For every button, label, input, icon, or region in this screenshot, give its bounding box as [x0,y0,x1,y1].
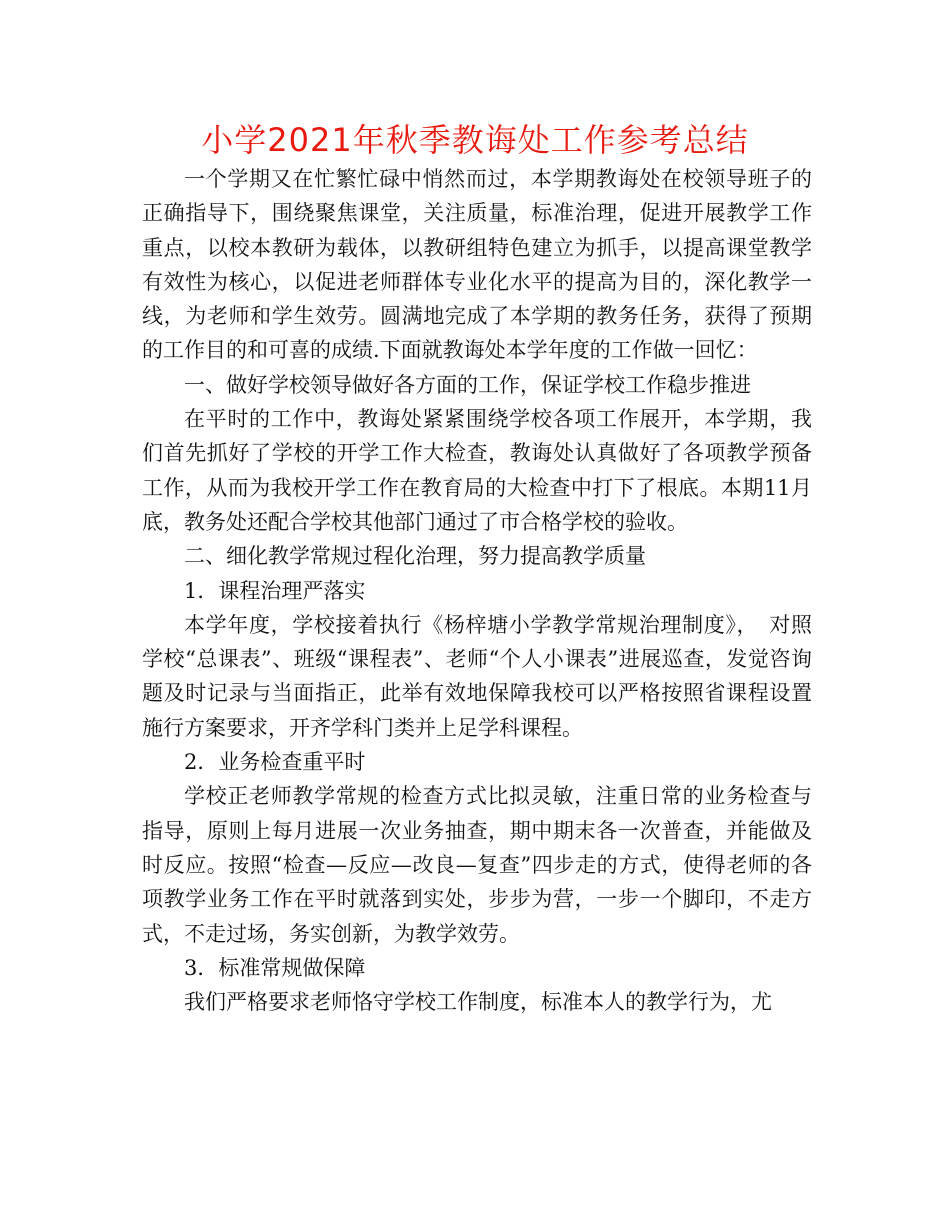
subsection-3-paragraph: 我们严格要求老师恪守学校工作制度，标准本人的教学行为，尤 [184,990,772,1015]
subheading-1: 1．课程治理严落实 [184,578,366,603]
intro-paragraph: 一个学期又在忙繁忙碌中悄然而过，本学期教诲处在校领导班子的正确指导下，围绕聚焦课堂，关注质量，标准治理，促进开展教学工作重点，以校本教研为载体，以教研组特色建立为抓手，以提高课堂教学有效性为核心，以促进老师群体专业化水平的提高为目的，深化教学一线，为老师和学生效劳。圆满地完成了本学期的教务任务，获得了预期的工作目的和可喜的成绩.下面就教诲处本学年度的工作做一回忆： [142,167,812,363]
section-heading-2: 二、细化教学常规过程化治理，努力提高教学质量 [184,544,646,569]
document-title: 小学2021年秋季教诲处工作参考总结 [201,121,749,159]
subheading-3: 3．标准常规做保障 [184,955,366,980]
document-body [142,162,812,1019]
subheading-2: 2．业务检查重平时 [184,750,366,775]
subsection-1-paragraph: 本学年度，学校接着执行《杨梓塘小学教学常规治理制度》， 对照学校“总课表”、班级“课程表”、老师“个人小课表”进展巡查，发觉咨询题及时记录与当面指正，此举有效地保障我校可以严格按照省课程设置施行方案要求，开齐学科门类并上足学科课程。 [142,612,812,740]
section-1-paragraph: 在平时的工作中，教诲处紧紧围绕学校各项工作展开，本学期，我们首先抓好了学校的开学工作大检查，教诲处认真做好了各项教学预备工作，从而为我校开学工作在教育局的大检查中打下了根底。本期11月底，教务处还配合学校其他部门通过了市合格学校的验收。 [142,407,812,534]
subsection-2-paragraph: 学校正老师教学常规的检查方式比拟灵敏，注重日常的业务检查与指导，原则上每月进展一次业务抽查，期中期末各一次普查，并能做及时反应。按照“检查—反应—改良—复查”四步走的方式，使得老师的各项教学业务工作在平时就落到实处，步步为营，一步一个脚印，不走方式，不走过场，务实创新，为教学效劳。 [142,784,812,946]
section-heading-1: 一、做好学校领导做好各方面的工作，保证学校工作稳步推进 [184,372,751,397]
